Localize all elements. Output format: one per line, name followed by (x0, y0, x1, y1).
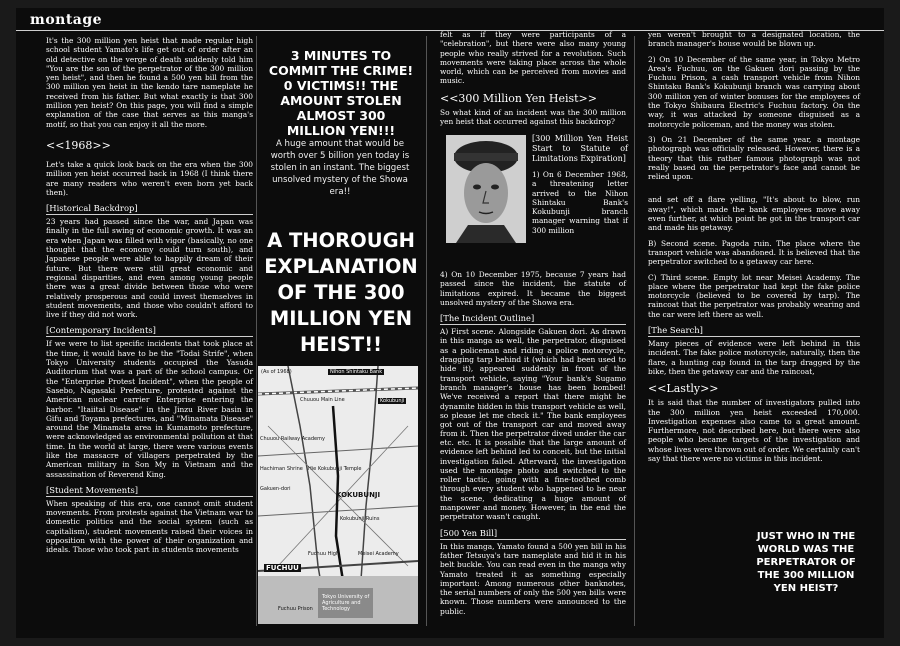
map-label-chuuou-line: Chuuou Main Line (300, 397, 345, 403)
celebration-paragraph: felt as if they were participants of a "celebration", but there were also many young people who really strived for a revolution. Such movements were taking place across the whole world, which can be perceived from movies and music. (440, 30, 626, 86)
column-4 (648, 30, 860, 469)
statute-item-4: 4) On 10 December 1975, because 7 years had passed since the incident, the statute of limitations expired. It became the biggest unsolved mystery of the Showa era. (440, 270, 626, 307)
student-movements-heading: [Student Movements] (46, 485, 253, 497)
brand-title: montage (30, 12, 103, 28)
intro-paragraph: It's the 300 million yen heist that made regular high school student Yamato's life get out of order after an old detective on the verge of death suddenly told him "You are the son of the perpetrator of the 300 million yen heist", and then he found a 500 yen bill from the 300 million yen heist in the kendo tare nameplate he received from his father. But what exactly is that 300 million yen heist? On this page, you will find a simple explanation of the case that serves as this manga's motif, so that you can enjoy it all the more. (46, 36, 253, 129)
column-3-limit (532, 134, 628, 241)
map-label-kokubunji-station: Kokubunji (380, 398, 405, 404)
section-heist-heading: <<300 Million Yen Heist>> (440, 91, 597, 105)
flare-paragraph: and set off a flare yelling, "It's about to blow, run away!", which made the bank employees move away even further, at which point he got in the transport car and made his getaway. (648, 195, 860, 233)
search-text: Many pieces of evidence were left behind in this incident. The fake police motorcycle, naturally, then the flare, a hunting cap found in the tarp dragged by the bike, then the getaway car and the raincoat, (648, 339, 860, 376)
map-label-prison: Fuchuu Prison (278, 606, 313, 612)
statute-item-1: 1) On 6 December 1968, a threatening letter arrived to the Nihon Shintaku Bank's Kokubunji branch manager warning that if 300 million (532, 170, 628, 235)
search-heading: [The Search] (648, 325, 860, 337)
closing-question: JUST WHO IN THE WORLD WAS THE PERPETRATOR OF THE 300 MILLION YEN HEIST? (756, 531, 856, 594)
statute-item-2: 2) On 10 December of the same year, in Tokyo Metro Area's Fuchuu, on the Gakuen dori passing by the Fuchuu Prison, a cash transport vehicle from Nihon Shintaku Bank's Kokubunji branch was carrying about 300 million yen of winter bonuses for the employees of the Tokyo Shibaura Electric's Fuchuu factory. On the way, it was attacked by someone disguised as a motorcycle policeman, and the money was stolen. (648, 54, 860, 129)
first-scene-text: A) First scene. Alongside Gakuen dori. As drawn in this manga as well, the perpetrator, disguised as a policeman and riding a police motorcycle, dragging tarp behind it (which had been used to hide it), appeared suddenly in front of the transport vehicle, saying "Your bank's Sugamo branch manager's house has been bombed! We've received a report that there might be dynamite hidden in this transport vehicle as well, so please let me check it." The bank employees got out of the transport car and moved away from it. Then the perpetrator dived under the car (440, 327, 626, 439)
contemporary-incidents-text: If we were to list specific incidents that took place at the time, it would have to be the "Todai Strife", when Tokyo University students occupied the Yasuda Auditorium that was a part of the school campus. Or the "Enterprise Protest Incident", when the people of Sasebo, Nagasaki Prefecture, protested against the American nuclear carrier Enterprise entering the harbor. "Itaiitai Disease" in the Jinzu River basin in Gifu and Toyama prefectures, and "Minamata Disease" around the Minamata area in Kumamoto prefecture, were acknowledged as environmental pollution at that time. In the world at large, there were various events like the massacre of villagers perpetrated by the American military in Son My in Vietnam and the assassination of Reverend King. (46, 339, 253, 479)
column-3-bottom (440, 438, 626, 622)
map-label-kokubunji: KOKUBUNJI (336, 491, 381, 499)
column-3-top (440, 30, 626, 132)
map-label-temple: Hie Kokubunji Temple (308, 466, 362, 472)
map-label-shrine: Hachiman Shrine (260, 466, 303, 472)
map-label-academy: Chuuou Railway Academy (260, 436, 325, 442)
threat-continuation: yen weren't brought to a designated location, the branch manager's house would be blown up. (648, 30, 860, 49)
column-1 (46, 36, 253, 561)
student-movements-text: When speaking of this era, one cannot omit student movements. From protests against the Vietnam war to domestic politics and the social system (such as capitalism), student movements raised their voices in opposition with the power of their organization and ideals. Those who took part in students movements (46, 498, 253, 555)
section-1968-heading: <<1968>> (46, 138, 111, 152)
500-yen-heading: [500 Yen Bill] (440, 528, 626, 540)
map-label-fuchuu-high: Fuchuu High (308, 551, 340, 557)
historical-backdrop-text: 23 years had passed since the war, and Japan was finally in the full swing of economic growth. It was an era when Japan was filled with vigor (basically, no one thought that the economy could turn south), and Japanese people were able to happily dream of their future. But there were still great economic and regional disparities, and even among young people there was a great divide between those who were relatively prosperous and could invest themselves in student movements, and those who couldn't afford to live if they did not work. (46, 217, 253, 320)
headline-blurb: A huge amount that would be worth over 5 billion yen today is stolen in an instant. The biggest unsolved mystery of the Showa era!! (270, 139, 410, 197)
manga-page (16, 8, 884, 638)
map-label-meisei: Meisei Academy (358, 551, 399, 557)
map-label-ruins: Kokubunji Ruins (340, 516, 380, 522)
investigation-text: etc. etc. It is possible that the large amount of evidence left behind led to conceit, but the initial investigation failed. Afterward, the investigation used the montage photo and switched to the roller tactic, going with a fine-toothed comb through every student who happened to be near the scene, dedicating a huge amount of manpower and money. However, in the end the perpetrator wasn't caught. (440, 438, 626, 522)
column-divider (256, 36, 257, 626)
500-yen-text: In this manga, Yamato found a 500 yen bill in his father Tetsuya's tare nameplate and hid it in his belt buckle. You can read even in the manga why Yamato treated it as something especially important: Among numerous other banknotes, the serial numbers of only the 500 yen bills were known. Those numbers were announced to the public. (440, 541, 626, 616)
heist-route-map (258, 366, 418, 624)
contemporary-incidents-heading: [Contemporary Incidents] (46, 325, 253, 337)
map-as-of: (As of 1968) (261, 369, 292, 375)
column-divider (634, 36, 635, 626)
montage-photo (446, 135, 526, 243)
map-label-gakuen-dori: Gakuen-dori (260, 486, 291, 492)
montage-face-image (446, 135, 526, 243)
statute-heading: [300 Million Yen Heist Start to Statute of Limitations Expiration] (532, 134, 628, 163)
second-scene-text: B) Second scene. Pagoda ruin. The place where the transport vehicle was abandoned. It is believed that the perpetrator switched to a getaway car here. (648, 238, 860, 267)
map-label-fuchuu: FUCHUU (266, 564, 299, 572)
incident-outline-heading: [The Incident Outline] (440, 313, 626, 325)
third-scene-text: C) Third scene. Empty lot near Meisei Academy. The place where the perpetrator had kept the fake police motorcycle (believed to be covered by tarp). The raincoat that the perpetrator was probably wearing and the car were left there as well. (648, 272, 860, 319)
map-label-bank: Nihon Shintaku Bank (330, 369, 383, 375)
statute-item-3: 3) On 21 December of the same year, a montage photograph was officially released. However, there is a theory that this rather famous photograph was not really based on the perpetrator's face and cannot be relied upon. (648, 134, 860, 182)
column-3-outline (440, 270, 626, 445)
paragraph-1968: Let's take a quick look back on the era when the 300 million yen heist occurred back in 1968 (I think there are many readers who weren't even born yet back then). (46, 159, 253, 197)
headline-main: A THOROUGH EXPLANATION OF THE 300 MILLION YEN HEIST!! (264, 229, 418, 356)
headline-top: 3 MINUTES TO COMMIT THE CRIME! 0 VICTIMS!! THE AMOUNT STOLEN ALMOST 300 MILLION YEN!!! (268, 48, 414, 138)
heist-question: So what kind of an incident was the 300 million yen heist that occurred against this backdrop? (440, 107, 626, 127)
column-divider (426, 36, 427, 626)
historical-backdrop-heading: [Historical Backdrop] (46, 203, 253, 215)
section-lastly-heading: <<Lastly>> (648, 382, 719, 396)
map-label-university: Tokyo University of Agriculture and Technology (322, 594, 370, 612)
lastly-text: It is said that the number of investigators pulled into the 300 million yen heist exceeded 170,000. Investigation expenses also came to a great amount. Furthermore, not described here, but there were also people who became targets of the investigation and whose lives were thrown out of order. We certainly can't say that there were no victims in this incident. (648, 398, 860, 463)
page-header (16, 8, 884, 31)
